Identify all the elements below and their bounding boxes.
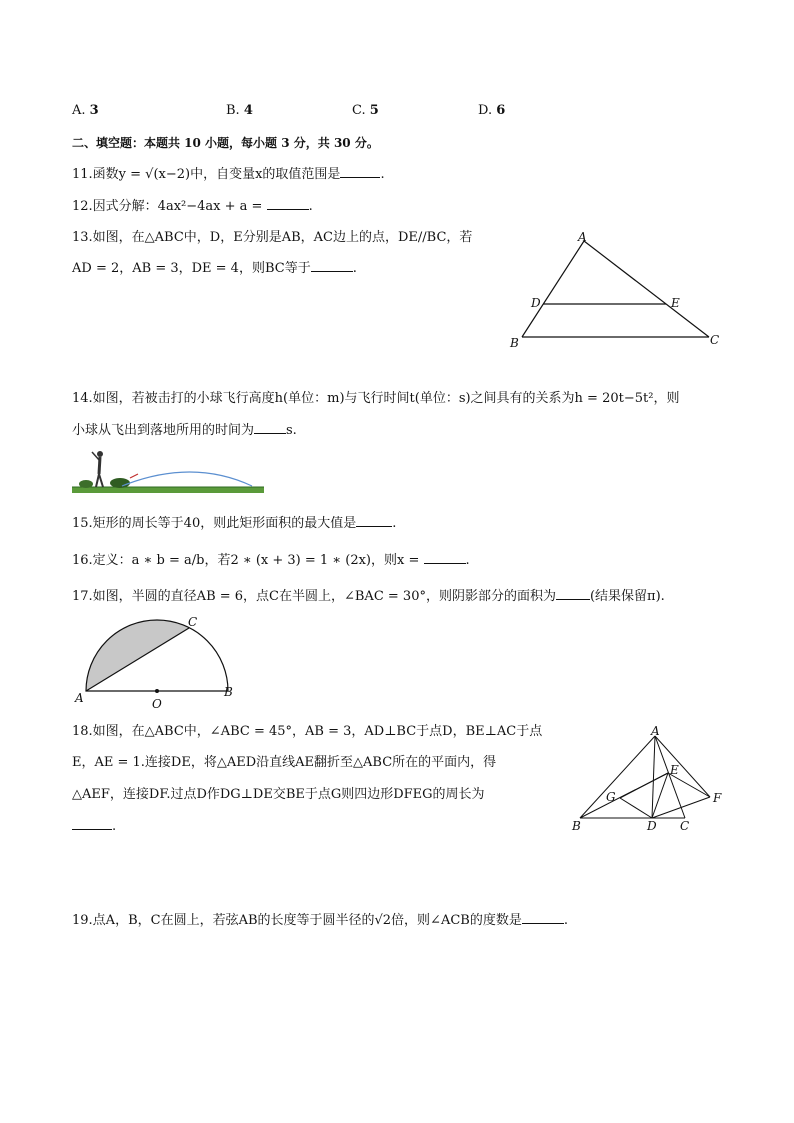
label-b: B bbox=[224, 685, 233, 699]
question-11: 11.函数y = √(x−2)中，自变量x的取值范围是 . bbox=[72, 167, 385, 182]
label-b: B bbox=[510, 336, 519, 350]
arrow-icon bbox=[130, 474, 138, 478]
question-18-line1: 18.如图，在△ABC中，∠ABC = 45°，AB = 3，AD⊥BC于点D，BE⊥AC于点 bbox=[72, 724, 543, 739]
option-c: C. 5 bbox=[352, 103, 379, 118]
label-c: C bbox=[680, 819, 690, 833]
center-point bbox=[155, 689, 159, 693]
label-o: O bbox=[152, 697, 162, 711]
question-12: 12.因式分解：4ax²−4ax + a = . bbox=[72, 199, 313, 214]
answer-blank[interactable] bbox=[254, 421, 286, 434]
question-18-line4: . bbox=[72, 817, 116, 836]
answer-blank[interactable] bbox=[522, 911, 564, 924]
q17-semicircle-figure bbox=[72, 614, 242, 709]
option-a: A. 3 bbox=[72, 103, 99, 118]
question-13-line2: AD = 2，AB = 3，DE = 4，则BC等于 . bbox=[72, 261, 357, 276]
label-c: C bbox=[188, 615, 198, 629]
label-d: D bbox=[531, 296, 541, 310]
label-g: G bbox=[606, 790, 616, 804]
label-e: E bbox=[671, 296, 680, 310]
label-a: A bbox=[578, 230, 587, 244]
label-a: A bbox=[75, 691, 84, 705]
q14-golf-figure bbox=[72, 448, 264, 496]
question-18-line3: △AEF，连接DF.过点D作DG⊥DE交BE于点G则四边形DFEG的周长为 bbox=[72, 787, 485, 802]
option-d: D. 6 bbox=[478, 103, 506, 118]
q13-triangle-figure bbox=[505, 230, 735, 355]
answer-blank[interactable] bbox=[267, 197, 309, 210]
label-a: A bbox=[651, 724, 660, 738]
option-b: B. 4 bbox=[226, 103, 253, 118]
flight-arc bbox=[122, 472, 252, 486]
label-f: F bbox=[713, 791, 722, 805]
label-c: C bbox=[710, 333, 720, 347]
answer-blank[interactable] bbox=[311, 259, 353, 272]
answer-blank[interactable] bbox=[340, 165, 380, 178]
q18-triangle-figure bbox=[570, 724, 730, 836]
question-13-line1: 13.如图，在△ABC中，D，E分别是AB，AC边上的点，DE//BC，若 bbox=[72, 230, 473, 245]
answer-blank[interactable] bbox=[424, 551, 466, 564]
question-14-line2: 小球从飞出到落地所用的时间为 s. bbox=[72, 423, 297, 438]
question-18-line2: E，AE = 1.连接DE，将△AED沿直线AE翻折至△ABC所在的平面内，得 bbox=[72, 755, 497, 770]
answer-blank[interactable] bbox=[356, 514, 392, 527]
answer-blank[interactable] bbox=[556, 587, 590, 600]
golfer-icon bbox=[97, 451, 103, 457]
question-19: 19.点A，B，C在圆上，若弦AB的长度等于圆半径的√2倍，则∠ACB的度数是 . bbox=[72, 913, 568, 928]
question-17: 17.如图，半圆的直径AB = 6，点C在半圆上，∠BAC = 30°，则阴影部分的面积为 (结果保留π). bbox=[72, 589, 665, 604]
question-16: 16.定义：a ∗ b = a/b，若2 ∗ (x + 3) = 1 ∗ (2x)，则x = . bbox=[72, 553, 470, 568]
shaded-region bbox=[86, 620, 189, 691]
question-15: 15.矩形的周长等于40，则此矩形面积的最大值是 . bbox=[72, 516, 397, 531]
label-d: D bbox=[647, 819, 657, 833]
answer-blank[interactable] bbox=[72, 817, 112, 830]
label-e: E bbox=[670, 763, 679, 777]
question-14-line1: 14.如图，若被击打的小球飞行高度h(单位：m)与飞行时间t(单位：s)之间具有的关系为h = 20t−5t²，则 bbox=[72, 391, 680, 406]
label-b: B bbox=[572, 819, 581, 833]
section-heading: 二、填空题：本题共 10 小题，每小题 3 分，共 30 分。 bbox=[72, 136, 379, 150]
